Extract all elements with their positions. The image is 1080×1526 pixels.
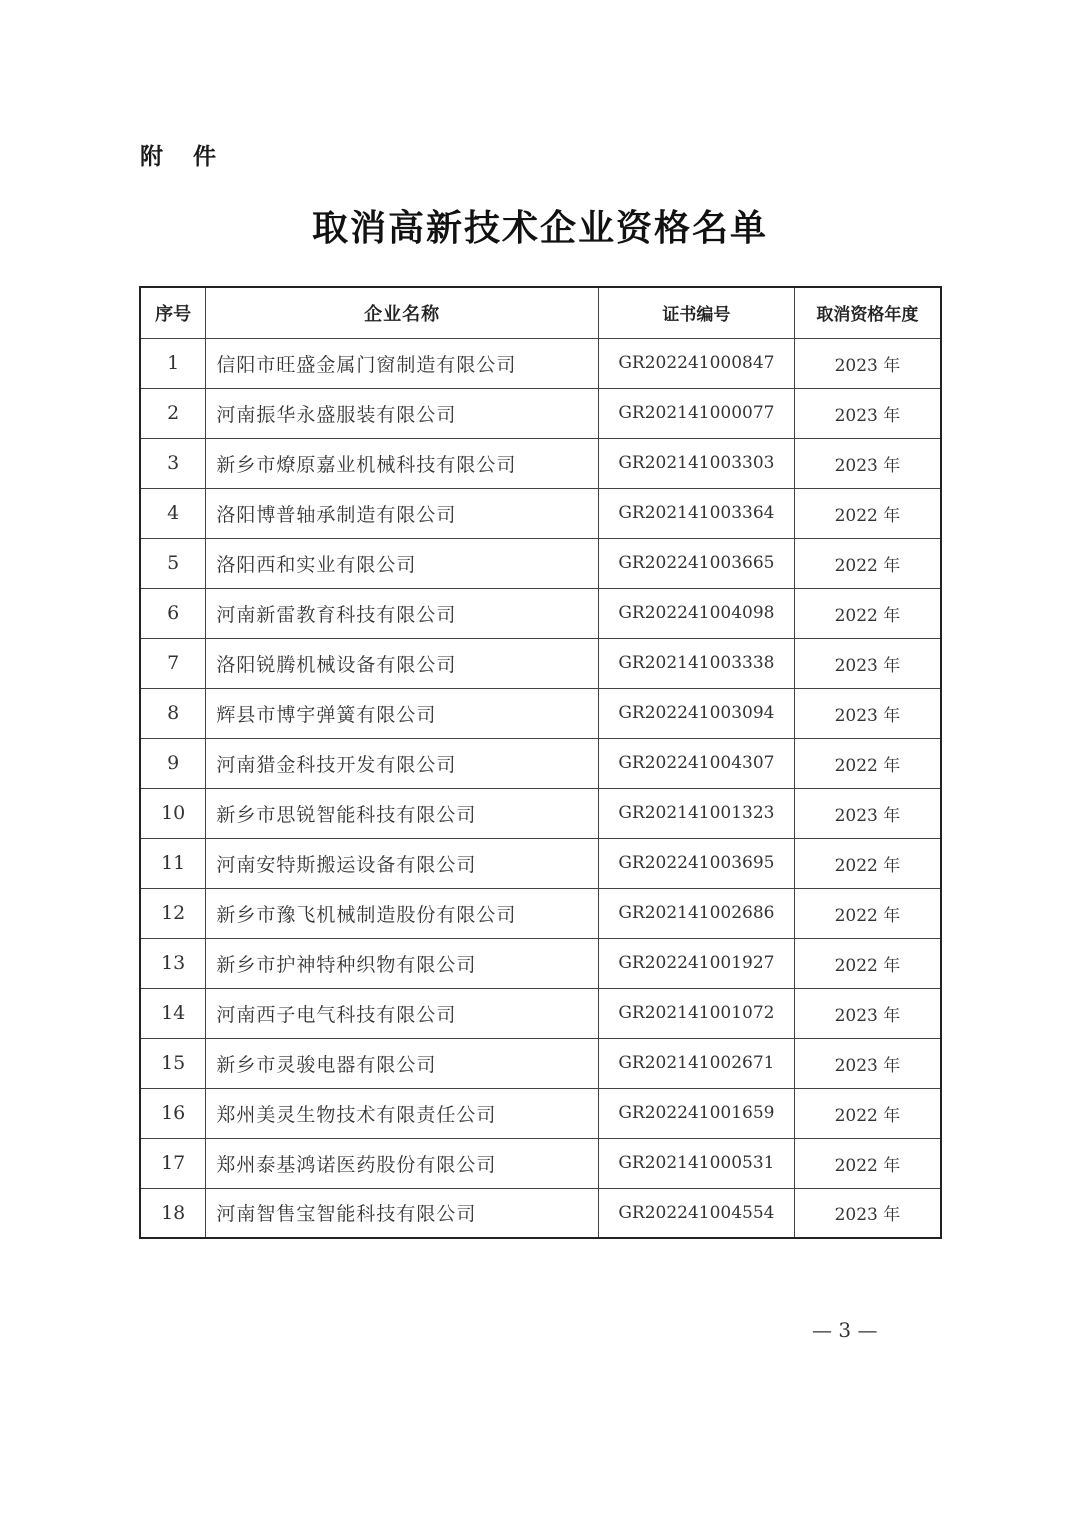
- header-serial-no: 序号: [140, 287, 206, 338]
- revocation-year-cell: 2023 年: [794, 688, 941, 738]
- enterprise-name-cell: 河南猎金科技开发有限公司: [206, 738, 599, 788]
- revocation-year-cell: 2022 年: [794, 1138, 941, 1188]
- table-row: [140, 838, 941, 888]
- revocation-year-cell: 2023 年: [794, 788, 941, 838]
- enterprise-name-cell: 河南新雷教育科技有限公司: [206, 588, 599, 638]
- certificate-no-cell: GR202241003094: [599, 688, 795, 738]
- enterprise-name-cell: 河南振华永盛服装有限公司: [206, 388, 599, 438]
- revoked-enterprises-table: [139, 286, 942, 1239]
- certificate-no-cell: GR202241004307: [599, 738, 795, 788]
- revocation-year-cell: 2022 年: [794, 538, 941, 588]
- table-row: [140, 738, 941, 788]
- enterprise-name-cell: 信阳市旺盛金属门窗制造有限公司: [206, 338, 599, 388]
- revocation-year-cell: 2023 年: [794, 988, 941, 1038]
- revocation-year-cell: 2023 年: [794, 338, 941, 388]
- serial-no-cell: 10: [140, 788, 206, 838]
- table-row: [140, 1138, 941, 1188]
- header-revocation-year: 取消资格年度: [794, 287, 941, 338]
- revocation-year-cell: 2023 年: [794, 438, 941, 488]
- enterprise-name-cell: 新乡市豫飞机械制造股份有限公司: [206, 888, 599, 938]
- table-row: [140, 1038, 941, 1088]
- certificate-no-cell: GR202241001659: [599, 1088, 795, 1138]
- serial-no-cell: 2: [140, 388, 206, 438]
- enterprise-name-cell: 河南西子电气科技有限公司: [206, 988, 599, 1038]
- serial-no-cell: 18: [140, 1188, 206, 1238]
- enterprise-name-cell: 新乡市思锐智能科技有限公司: [206, 788, 599, 838]
- revocation-year-cell: 2022 年: [794, 588, 941, 638]
- enterprise-name-cell: 新乡市护神特种织物有限公司: [206, 938, 599, 988]
- revocation-year-cell: 2023 年: [794, 638, 941, 688]
- table-row: [140, 388, 941, 438]
- serial-no-cell: 16: [140, 1088, 206, 1138]
- certificate-no-cell: GR202141002686: [599, 888, 795, 938]
- document-title: 取消高新技术企业资格名单: [311, 207, 768, 249]
- certificate-no-cell: GR202141002671: [599, 1038, 795, 1088]
- serial-no-cell: 5: [140, 538, 206, 588]
- table-row: [140, 688, 941, 738]
- table-row: [140, 538, 941, 588]
- serial-no-cell: 12: [140, 888, 206, 938]
- table-header-row: [140, 287, 941, 338]
- table-row: [140, 588, 941, 638]
- table-row: [140, 1188, 941, 1238]
- table-row: [140, 788, 941, 838]
- serial-no-cell: 4: [140, 488, 206, 538]
- certificate-no-cell: GR202141003364: [599, 488, 795, 538]
- certificate-no-cell: GR202141000531: [599, 1138, 795, 1188]
- revocation-year-cell: 2022 年: [794, 738, 941, 788]
- enterprise-name-cell: 洛阳西和实业有限公司: [206, 538, 599, 588]
- serial-no-cell: 3: [140, 438, 206, 488]
- revocation-year-cell: 2023 年: [794, 1188, 941, 1238]
- certificate-no-cell: GR202141003338: [599, 638, 795, 688]
- revocation-year-cell: 2022 年: [794, 488, 941, 538]
- revocation-year-cell: 2022 年: [794, 888, 941, 938]
- attachment-label-char: 附: [140, 144, 163, 170]
- table-row: [140, 638, 941, 688]
- header-certificate-no: 证书编号: [599, 287, 795, 338]
- page-number: — 3 —: [812, 1318, 878, 1342]
- serial-no-cell: 13: [140, 938, 206, 988]
- certificate-no-cell: GR202141001072: [599, 988, 795, 1038]
- certificate-no-cell: GR202241004098: [599, 588, 795, 638]
- certificate-no-cell: GR202241001927: [599, 938, 795, 988]
- revocation-year-cell: 2022 年: [794, 838, 941, 888]
- table-row: [140, 338, 941, 388]
- serial-no-cell: 17: [140, 1138, 206, 1188]
- header-enterprise-name: 企业名称: [206, 287, 599, 338]
- serial-no-cell: 8: [140, 688, 206, 738]
- enterprise-name-cell: 洛阳锐腾机械设备有限公司: [206, 638, 599, 688]
- table-row: [140, 888, 941, 938]
- serial-no-cell: 15: [140, 1038, 206, 1088]
- serial-no-cell: 6: [140, 588, 206, 638]
- serial-no-cell: 14: [140, 988, 206, 1038]
- table-row: [140, 488, 941, 538]
- enterprise-name-cell: 新乡市燎原嘉业机械科技有限公司: [206, 438, 599, 488]
- certificate-no-cell: GR202241003695: [599, 838, 795, 888]
- serial-no-cell: 7: [140, 638, 206, 688]
- certificate-no-cell: GR202241000847: [599, 338, 795, 388]
- revocation-year-cell: 2023 年: [794, 388, 941, 438]
- certificate-no-cell: GR202141001323: [599, 788, 795, 838]
- table-row: [140, 438, 941, 488]
- enterprise-name-cell: 新乡市灵骏电器有限公司: [206, 1038, 599, 1088]
- revocation-year-cell: 2022 年: [794, 938, 941, 988]
- serial-no-cell: 11: [140, 838, 206, 888]
- table-row: [140, 938, 941, 988]
- attachment-label: [140, 138, 216, 171]
- enterprise-name-cell: 郑州美灵生物技术有限责任公司: [206, 1088, 599, 1138]
- table-row: [140, 1088, 941, 1138]
- table-row: [140, 988, 941, 1038]
- certificate-no-cell: GR202241003665: [599, 538, 795, 588]
- certificate-no-cell: GR202241004554: [599, 1188, 795, 1238]
- enterprise-name-cell: 郑州泰基鸿诺医药股份有限公司: [206, 1138, 599, 1188]
- certificate-no-cell: GR202141003303: [599, 438, 795, 488]
- serial-no-cell: 1: [140, 338, 206, 388]
- serial-no-cell: 9: [140, 738, 206, 788]
- enterprise-name-cell: 辉县市博宇弹簧有限公司: [206, 688, 599, 738]
- enterprise-name-cell: 河南安特斯搬运设备有限公司: [206, 838, 599, 888]
- certificate-no-cell: GR202141000077: [599, 388, 795, 438]
- enterprise-name-cell: 洛阳博普轴承制造有限公司: [206, 488, 599, 538]
- attachment-label-char: 件: [193, 144, 216, 170]
- revocation-year-cell: 2023 年: [794, 1038, 941, 1088]
- enterprise-name-cell: 河南智售宝智能科技有限公司: [206, 1188, 599, 1238]
- revocation-year-cell: 2022 年: [794, 1088, 941, 1138]
